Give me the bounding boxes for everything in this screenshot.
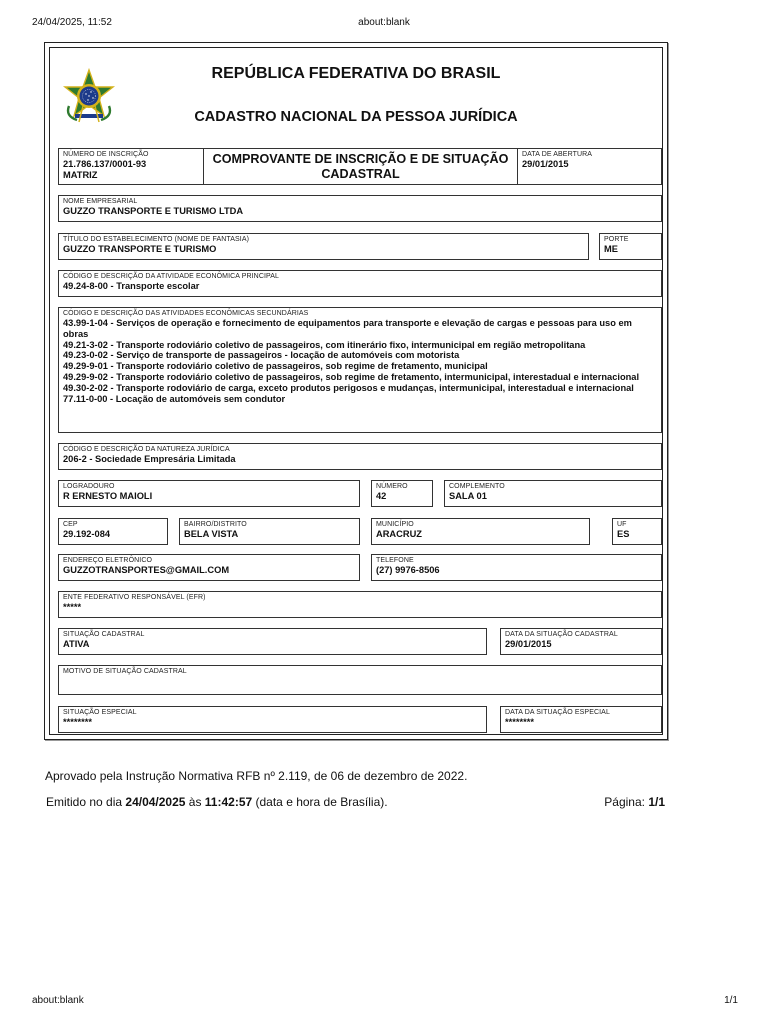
email-box bbox=[58, 554, 360, 581]
print-footer-url: about:blank bbox=[32, 995, 84, 1006]
situacao-especial-value: ******** bbox=[63, 717, 92, 727]
motivo-situacao-box bbox=[58, 665, 662, 695]
logradouro-box bbox=[58, 480, 360, 507]
atividade-secundaria-item: 49.29-9-02 - Transporte rodoviário coletivo de passageiros, sob regime de fretamento, intermunicipal, interestadual e internacional bbox=[63, 371, 640, 382]
data-situacao-label: DATA DA SITUAÇÃO CADASTRAL bbox=[505, 631, 618, 638]
atividade-principal-label: CÓDIGO E DESCRIÇÃO DA ATIVIDADE ECONÔMICA PRINCIPAL bbox=[63, 273, 280, 280]
cnpj-document bbox=[44, 42, 668, 740]
telefone-value: (27) 9976-8506 bbox=[376, 565, 440, 575]
situacao-especial-label: SITUAÇÃO ESPECIAL bbox=[63, 709, 137, 716]
data-especial-value: ******** bbox=[505, 717, 534, 727]
data-situacao-value: 29/01/2015 bbox=[505, 639, 552, 649]
numero-box bbox=[371, 480, 433, 507]
complemento-value: SALA 01 bbox=[449, 491, 487, 501]
nome-fantasia-label: TÍTULO DO ESTABELECIMENTO (NOME DE FANTASIA) bbox=[63, 236, 250, 243]
cep-label: CEP bbox=[63, 521, 78, 528]
data-situacao-box bbox=[500, 628, 662, 655]
atividade-secundaria-item: 43.99-1-04 - Serviços de operação e fornecimento de equipamentos para transporte e elevação de cargas e pessoas para uso em obras bbox=[63, 318, 632, 339]
inscricao-label: NÚMERO DE INSCRIÇÃO bbox=[63, 151, 149, 158]
nome-fantasia-value: GUZZO TRANSPORTE E TURISMO bbox=[63, 244, 217, 254]
telefone-box bbox=[371, 554, 662, 581]
email-value: GUZZOTRANSPORTES@GMAIL.COM bbox=[63, 565, 230, 575]
abertura-label: DATA DE ABERTURA bbox=[522, 151, 593, 158]
efr-value: ***** bbox=[63, 602, 82, 612]
telefone-label: TELEFONE bbox=[376, 557, 414, 564]
efr-box bbox=[58, 591, 662, 618]
emitido-mid: às bbox=[185, 795, 205, 809]
natureza-juridica-label: CÓDIGO E DESCRIÇÃO DA NATUREZA JURÍDICA bbox=[63, 446, 230, 453]
natureza-juridica-box bbox=[58, 443, 662, 470]
inscricao-type: MATRIZ bbox=[63, 170, 98, 180]
print-page-title: about:blank bbox=[358, 17, 410, 28]
uf-value: ES bbox=[617, 529, 630, 539]
emitido-note bbox=[46, 795, 388, 809]
uf-label: UF bbox=[617, 521, 627, 528]
abertura-value: 29/01/2015 bbox=[522, 159, 569, 169]
logradouro-value: R ERNESTO MAIOLI bbox=[63, 491, 153, 501]
efr-label: ENTE FEDERATIVO RESPONSÁVEL (EFR) bbox=[63, 594, 206, 601]
nome-fantasia-box bbox=[58, 233, 589, 260]
atividade-principal-value: 49.24-8-00 - Transporte escolar bbox=[63, 281, 200, 291]
abertura-box bbox=[517, 148, 662, 185]
email-label: ENDEREÇO ELETRÔNICO bbox=[63, 557, 153, 564]
natureza-juridica-value: 206-2 - Sociedade Empresária Limitada bbox=[63, 454, 236, 464]
nome-empresarial-box bbox=[58, 195, 662, 222]
pagina-label: Página: bbox=[604, 795, 649, 809]
comprovante-title-line1: COMPROVANTE DE INSCRIÇÃO E DE SITUAÇÃO bbox=[212, 152, 509, 166]
atividade-principal-box bbox=[58, 270, 662, 297]
municipio-value: ARACRUZ bbox=[376, 529, 422, 539]
atividade-secundaria-item: 77.11-0-00 - Locação de automóveis sem condutor bbox=[63, 393, 286, 404]
municipio-label: MUNICÍPIO bbox=[376, 521, 414, 528]
bairro-label: BAIRRO/DISTRITO bbox=[184, 521, 247, 528]
data-especial-box bbox=[500, 706, 662, 733]
inscricao-value: 21.786.137/0001-93 bbox=[63, 159, 147, 169]
nome-empresarial-value: GUZZO TRANSPORTE E TURISMO LTDA bbox=[63, 206, 244, 216]
inscricao-box bbox=[58, 148, 204, 185]
emitido-time: 11:42:57 bbox=[204, 795, 253, 809]
emitido-date: 24/04/2025 bbox=[125, 795, 186, 809]
atividades-secundarias-box bbox=[58, 307, 662, 433]
aprovado-note: Aprovado pela Instrução Normativa RFB nº 2.119, de 06 de dezembro de 2022. bbox=[45, 769, 468, 783]
atividade-secundaria-item: 49.29-9-01 - Transporte rodoviário coletivo de passageiros, sob regime de fretamento, municipal bbox=[63, 361, 488, 372]
porte-box bbox=[599, 233, 662, 260]
logradouro-label: LOGRADOURO bbox=[63, 483, 115, 490]
porte-value: ME bbox=[604, 244, 618, 254]
uf-box bbox=[612, 518, 662, 545]
atividades-secundarias-label: CÓDIGO E DESCRIÇÃO DAS ATIVIDADES ECONÔMICAS SECUNDÁRIAS bbox=[63, 310, 309, 317]
document-inner-frame bbox=[49, 47, 663, 735]
registry-title: CADASTRO NACIONAL DA PESSOA JURÍDICA bbox=[194, 109, 518, 125]
porte-label: PORTE bbox=[604, 236, 629, 243]
comprovante-box bbox=[203, 148, 518, 185]
emitido-suffix: (data e hora de Brasília). bbox=[252, 795, 388, 809]
country-title: REPÚBLICA FEDERATIVA DO BRASIL bbox=[211, 65, 501, 82]
atividade-secundaria-item: 49.23-0-02 - Serviço de transporte de passageiros - locação de automóveis com motorista bbox=[63, 350, 460, 361]
data-especial-label: DATA DA SITUAÇÃO ESPECIAL bbox=[505, 709, 610, 716]
situacao-especial-box bbox=[58, 706, 487, 733]
pagina-note bbox=[560, 795, 665, 809]
complemento-box bbox=[444, 480, 662, 507]
print-footer-page: 1/1 bbox=[724, 995, 738, 1006]
bairro-box bbox=[179, 518, 360, 545]
numero-label: NÚMERO bbox=[376, 483, 408, 490]
pagina-value: 1/1 bbox=[648, 795, 665, 809]
situacao-cadastral-value: ATIVA bbox=[63, 639, 90, 649]
bairro-value: BELA VISTA bbox=[184, 529, 239, 539]
complemento-label: COMPLEMENTO bbox=[449, 483, 505, 490]
municipio-box bbox=[371, 518, 590, 545]
nome-empresarial-label: NOME EMPRESARIAL bbox=[63, 198, 138, 205]
emitido-prefix: Emitido no dia bbox=[46, 795, 126, 809]
atividade-secundaria-item: 49.21-3-02 - Transporte rodoviário coletivo de passageiros, com itinerário fixo, intermunicipal em região metropolitana bbox=[63, 339, 586, 350]
cep-box bbox=[58, 518, 168, 545]
print-datetime: 24/04/2025, 11:52 bbox=[32, 17, 112, 28]
situacao-cadastral-box bbox=[58, 628, 487, 655]
motivo-situacao-label: MOTIVO DE SITUAÇÃO CADASTRAL bbox=[63, 668, 187, 675]
cep-value: 29.192-084 bbox=[63, 529, 111, 539]
atividade-secundaria-item: 49.30-2-02 - Transporte rodoviário de carga, exceto produtos perigosos e mudanças, intermunicipal, interestadual e internacional bbox=[63, 382, 634, 393]
comprovante-title-line2: CADASTRAL bbox=[321, 167, 400, 181]
situacao-cadastral-label: SITUAÇÃO CADASTRAL bbox=[63, 631, 145, 638]
numero-value: 42 bbox=[376, 491, 387, 501]
